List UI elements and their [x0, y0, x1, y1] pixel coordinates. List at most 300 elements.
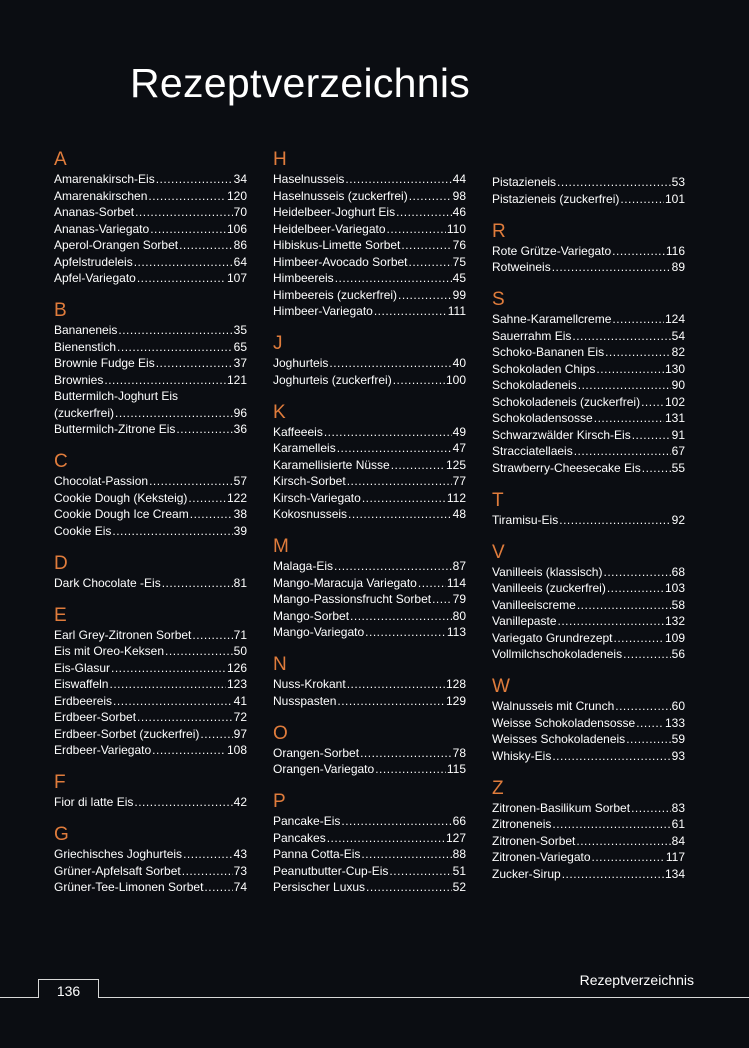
index-column-3 [492, 174, 685, 896]
entry-name: Orangen-Variegato [273, 762, 375, 776]
dot-leader [176, 421, 232, 438]
index-entry [273, 575, 466, 592]
running-footer-title: Rezeptverzeichnis [579, 972, 694, 988]
entry-page-number: 54 [671, 328, 685, 343]
entry-name: Weisse Schokoladensosse [492, 715, 636, 730]
index-section [492, 778, 685, 883]
footer-rule-left [0, 997, 38, 998]
index-section [54, 605, 247, 759]
entry-name: Malaga-Eis [273, 559, 334, 573]
index-section [492, 174, 685, 207]
dot-leader [612, 311, 664, 328]
entry-name: Eis mit Oreo-Keksen [54, 644, 165, 658]
dot-leader [642, 460, 671, 477]
dot-leader [115, 405, 233, 422]
entry-page-number: 113 [446, 625, 466, 639]
entry-name: Karamellisierte Nüsse [273, 457, 390, 472]
index-entry [492, 174, 685, 191]
index-entry [54, 863, 247, 880]
dot-leader [182, 863, 233, 880]
index-entry [54, 523, 247, 540]
entry-page-number: 41 [233, 693, 247, 708]
dot-leader [596, 361, 664, 378]
entry-page-number: 130 [664, 361, 685, 376]
entry-page-number: 98 [452, 188, 466, 203]
index-entry [492, 394, 685, 411]
entry-page-number: 58 [671, 597, 685, 612]
entry-name: Himbeereis [273, 271, 334, 285]
index-entry [54, 660, 247, 677]
entry-page-number: 97 [233, 726, 247, 741]
dot-leader [361, 846, 451, 863]
entry-page-number: 115 [446, 762, 466, 776]
dot-leader [409, 254, 452, 271]
entry-page-number: 77 [452, 474, 466, 488]
entry-page-number: 133 [664, 715, 685, 730]
entry-page-number: 90 [671, 378, 685, 392]
entry-name: Rote Grütze-Variegato [492, 243, 612, 258]
dot-leader [631, 800, 671, 817]
dot-leader [396, 204, 452, 221]
dot-leader [109, 676, 225, 693]
index-entry [54, 204, 247, 221]
entry-page-number: 65 [233, 339, 247, 354]
index-entry [492, 715, 685, 732]
index-entry [273, 624, 466, 641]
dot-leader [134, 254, 233, 271]
entry-page-number: 48 [452, 507, 466, 521]
entry-name: Sauerrahm Eis [492, 328, 572, 343]
entry-name: Dark Chocolate -Eis [54, 575, 161, 590]
entry-page-number: 87 [452, 559, 466, 573]
dot-leader [165, 643, 233, 660]
entry-name: Mango-Passionsfrucht Sorbet [273, 592, 432, 606]
entry-page-number: 71 [233, 627, 247, 642]
dot-leader [578, 377, 671, 394]
dot-leader [574, 443, 671, 460]
dot-leader [135, 204, 233, 221]
entry-page-number: 74 [233, 880, 247, 894]
index-section [54, 300, 247, 438]
index-section [273, 723, 466, 778]
entry-name: Karamelleis [273, 441, 336, 455]
entry-name: Pistazieneis (zuckerfrei) [492, 191, 620, 206]
dot-leader [620, 191, 664, 208]
entry-page-number: 111 [447, 304, 466, 318]
index-entry [492, 866, 685, 883]
entry-name: Orangen-Sorbet [273, 745, 360, 760]
page-number: 136 [38, 979, 99, 998]
entry-page-number: 124 [664, 312, 685, 326]
entry-page-number: 107 [226, 271, 247, 285]
index-entry [492, 630, 685, 647]
index-entry [492, 564, 685, 581]
index-entry [54, 490, 247, 507]
dot-leader [552, 748, 670, 765]
entry-page-number: 131 [664, 411, 685, 425]
index-entry [54, 846, 247, 863]
entry-name: Eis-Glasur [54, 660, 111, 675]
dot-leader [335, 270, 452, 287]
entry-name: Erdbeer-Sorbet (zuckerfrei) [54, 726, 200, 741]
index-entry [54, 421, 247, 438]
entry-page-number: 66 [452, 814, 466, 828]
entry-name: Pancake-Eis [273, 814, 341, 828]
entry-page-number: 81 [233, 575, 247, 590]
entry-page-number: 126 [226, 660, 247, 675]
entry-page-number: 75 [452, 254, 466, 269]
entry-page-number: 70 [233, 205, 247, 219]
entry-page-number: 121 [226, 372, 247, 387]
index-entry [273, 237, 466, 254]
entry-name: Stracciatellaeis [492, 444, 573, 458]
entry-page-number: 88 [452, 847, 466, 861]
entry-page-number: 122 [226, 490, 247, 505]
entry-name: Cookie Dough Ice Cream [54, 507, 189, 521]
index-entry [273, 558, 466, 575]
entry-name: Himbeer-Avocado Sorbet [273, 254, 408, 269]
entry-page-number: 43 [233, 847, 247, 861]
index-entry [273, 287, 466, 304]
entry-page-number: 52 [452, 880, 466, 894]
index-entry [54, 322, 247, 339]
entry-page-number: 84 [671, 833, 685, 848]
entry-page-number: 42 [233, 795, 247, 809]
entry-name: Zitronen-Variegato [492, 850, 591, 864]
section-letter: O [273, 722, 288, 744]
entry-name: Cookie Eis [54, 523, 112, 538]
dot-leader [607, 580, 664, 597]
entry-page-number: 100 [445, 372, 466, 387]
entry-page-number: 91 [671, 427, 685, 442]
entry-name: Eiswaffeln [54, 677, 109, 691]
index-section [492, 221, 685, 276]
index-section [273, 536, 466, 641]
dot-leader [104, 372, 226, 389]
section-letter: Z [492, 777, 504, 799]
index-entry [54, 726, 247, 743]
dot-leader [183, 846, 233, 863]
entry-name: Joghurteis (zuckerfrei) [273, 372, 392, 387]
entry-name: Bienenstich [54, 339, 117, 354]
entry-name: Earl Grey-Zitronen Sorbet [54, 627, 192, 642]
entry-name: Fior di latte Eis [54, 795, 134, 809]
index-entry [492, 597, 685, 614]
dot-leader [572, 328, 670, 345]
entry-page-number: 96 [233, 405, 247, 420]
index-entry [54, 188, 247, 205]
dot-leader [562, 866, 664, 883]
entry-name: Mango-Sorbet [273, 608, 350, 623]
index-entry [54, 794, 247, 811]
index-entry [273, 879, 466, 896]
dot-leader [111, 660, 226, 677]
index-section [54, 451, 247, 539]
dot-leader [576, 833, 670, 850]
dot-leader [179, 237, 233, 254]
dot-leader [200, 726, 232, 743]
index-entry [492, 800, 685, 817]
footer-rule-right [98, 997, 749, 998]
entry-page-number: 40 [452, 356, 466, 370]
index-entry [273, 303, 466, 320]
index-entry [492, 512, 685, 529]
index-entry [492, 443, 685, 460]
dot-leader [632, 427, 671, 444]
dot-leader [150, 221, 226, 238]
section-letter: P [273, 791, 286, 812]
entry-page-number: 51 [452, 863, 466, 878]
dot-leader [626, 731, 670, 748]
index-entry [492, 377, 685, 394]
index-entry [54, 473, 247, 490]
dot-leader [148, 188, 226, 205]
index-entry [273, 830, 466, 847]
entry-page-number: 55 [671, 460, 685, 475]
entry-name: Cookie Dough (Keksteig) [54, 490, 188, 505]
dot-leader [118, 322, 232, 339]
dot-leader [577, 597, 671, 614]
index-entry [492, 259, 685, 276]
index-entry [273, 424, 466, 441]
entry-name: Schokoladeneis (zuckerfrei) [492, 394, 641, 409]
index-entry [273, 372, 466, 389]
dot-leader [605, 344, 671, 361]
dot-leader [324, 424, 452, 441]
index-entry [54, 372, 247, 389]
entry-page-number: 78 [452, 745, 466, 760]
dot-leader [341, 813, 451, 830]
entry-page-number: 39 [233, 523, 247, 538]
entry-page-number: 34 [233, 172, 247, 186]
entry-name: Kokosnusseis [273, 507, 348, 521]
dot-leader [134, 794, 232, 811]
page-title: Rezeptverzeichnis [130, 60, 471, 106]
entry-page-number: 82 [671, 345, 685, 359]
entry-name: Erdbeer-Sorbet [54, 710, 137, 724]
entry-name: Schokoladen Chips [492, 361, 596, 376]
index-section [54, 553, 247, 592]
section-letter: R [492, 220, 506, 242]
section-letter: A [54, 149, 67, 170]
dot-leader [350, 608, 452, 625]
entry-name: Schokoladensosse [492, 411, 593, 425]
index-entry [273, 676, 466, 693]
index-entry [54, 879, 247, 896]
entry-name: Amarenakirsch-Eis [54, 172, 155, 186]
index-entry [273, 221, 466, 238]
entry-name: Zitronen-Basilikum Sorbet [492, 800, 631, 815]
entry-page-number: 35 [233, 323, 247, 337]
entry-name: Mango-Maracuja Variegato [273, 575, 417, 590]
dot-leader [603, 564, 670, 581]
index-entry [492, 816, 685, 833]
section-letter: S [492, 289, 505, 310]
entry-name: Pistazieneis [492, 175, 557, 189]
entry-page-number: 46 [452, 205, 466, 219]
entry-name: Schokoladeneis [492, 378, 577, 392]
index-entry [54, 643, 247, 660]
dot-leader [362, 490, 446, 507]
entry-page-number: 128 [445, 677, 466, 691]
entry-page-number: 120 [226, 188, 247, 203]
entry-name: Chocolat-Passion [54, 474, 149, 488]
index-entry [54, 388, 247, 421]
entry-name: Brownie Fudge Eis [54, 356, 155, 370]
index-entry [273, 745, 466, 762]
index-entry [492, 243, 685, 260]
entry-name: Apfelstrudeleis [54, 254, 133, 269]
index-entry [54, 254, 247, 271]
entry-page-number: 59 [671, 732, 685, 746]
index-entry [492, 731, 685, 748]
entry-page-number: 53 [671, 175, 685, 189]
dot-leader [156, 171, 233, 188]
index-entry [492, 849, 685, 866]
entry-name: Buttermilch-Joghurt Eis [54, 389, 179, 403]
index-section [54, 824, 247, 896]
entry-name: Schoko-Bananen Eis [492, 345, 605, 359]
dot-leader [552, 816, 670, 833]
entry-page-number: 64 [233, 254, 247, 269]
entry-page-number: 86 [233, 238, 247, 252]
entry-page-number: 56 [671, 647, 685, 661]
index-column-1 [54, 149, 247, 909]
index-entry [54, 506, 247, 523]
entry-name: Ananas-Variegato [54, 221, 150, 236]
index-entry [492, 833, 685, 850]
entry-name: Ananas-Sorbet [54, 205, 135, 219]
index-entry [273, 270, 466, 287]
index-entry [273, 254, 466, 271]
dot-leader [401, 237, 451, 254]
entry-page-number: 127 [445, 830, 466, 845]
entry-page-number: 134 [664, 866, 685, 881]
section-letter: T [492, 489, 504, 511]
entry-page-number: 57 [233, 474, 247, 488]
dot-leader [190, 506, 233, 523]
section-letter: H [273, 149, 287, 170]
index-entry [492, 698, 685, 715]
entry-name: Persischer Luxus [273, 880, 366, 894]
dot-leader [374, 303, 447, 320]
entry-name: Peanutbutter-Cup-Eis [273, 863, 389, 878]
dot-leader [329, 355, 451, 372]
index-entry [54, 237, 247, 254]
entry-name: Griechisches Joghurteis [54, 847, 183, 861]
entry-page-number: 37 [233, 356, 247, 370]
section-letter: C [54, 451, 68, 472]
dot-leader [559, 512, 670, 529]
index-entry [273, 591, 466, 608]
entry-name: Hibiskus-Limette Sorbet [273, 238, 401, 252]
entry-name: Vanilleeiscreme [492, 597, 576, 612]
entry-name: Vollmilchschokoladeneis [492, 647, 623, 661]
entry-page-number: 102 [664, 394, 685, 409]
entry-name: Nuss-Krokant [273, 677, 346, 691]
dot-leader [137, 270, 226, 287]
entry-page-number: 110 [446, 221, 466, 236]
index-entry [54, 693, 247, 710]
entry-name: Weisses Schokoladeneis [492, 732, 626, 746]
index-section [492, 289, 685, 476]
entry-page-number: 50 [233, 644, 247, 658]
section-letter: F [54, 772, 66, 793]
entry-name: Rotweineis [492, 260, 551, 274]
dot-leader [409, 188, 452, 205]
entry-page-number: 89 [671, 260, 685, 274]
index-section [492, 542, 685, 663]
entry-page-number: 45 [452, 271, 466, 285]
index-entry [492, 427, 685, 444]
entry-page-number: 116 [665, 243, 685, 258]
dot-leader [348, 506, 452, 523]
entry-name: Erdbeereis [54, 693, 113, 708]
dot-leader [345, 171, 451, 188]
entry-name: Erdbeer-Variegato [54, 743, 152, 757]
dot-leader [192, 627, 232, 644]
dot-leader [389, 863, 451, 880]
dot-leader [337, 440, 452, 457]
entry-name: Walnusseis mit Crunch [492, 699, 615, 713]
index-entry [492, 328, 685, 345]
entry-page-number: 114 [446, 575, 466, 590]
dot-leader [614, 630, 664, 647]
index-section [54, 772, 247, 811]
entry-page-number: 112 [446, 490, 466, 505]
entry-name: Apfel-Variegato [54, 271, 136, 285]
section-letter: K [273, 401, 286, 423]
index-section [273, 149, 466, 320]
index-entry [54, 676, 247, 693]
dot-leader [156, 355, 233, 372]
entry-name: Bananeneis [54, 323, 118, 337]
dot-leader [636, 715, 664, 732]
dot-leader [327, 830, 445, 847]
section-letter: N [273, 654, 287, 675]
index-entry [54, 171, 247, 188]
entry-page-number: 80 [452, 608, 466, 623]
entry-page-number: 49 [452, 424, 466, 439]
entry-name: Strawberry-Cheesecake Eis [492, 460, 641, 475]
dot-leader [137, 709, 233, 726]
index-entry [492, 646, 685, 663]
index-entry [492, 311, 685, 328]
index-entry [273, 473, 466, 490]
entry-page-number: 67 [671, 444, 685, 458]
section-letter: V [492, 541, 505, 563]
dot-leader [387, 221, 446, 238]
entry-page-number: 72 [233, 710, 247, 724]
entry-name: Vanilleeis (zuckerfrei) [492, 581, 606, 595]
entry-page-number: 68 [671, 564, 685, 579]
dot-leader [204, 879, 232, 896]
entry-page-number: 36 [233, 422, 247, 436]
dot-leader [623, 646, 671, 663]
entry-page-number: 83 [671, 800, 685, 815]
dot-leader [612, 243, 665, 260]
entry-name: Aperol-Orangen Sorbet [54, 238, 179, 252]
index-entry [273, 693, 466, 710]
dot-leader [366, 879, 452, 896]
entry-page-number: 38 [233, 507, 247, 521]
index-entry [273, 457, 466, 474]
entry-name: Buttermilch-Zitrone Eis [54, 422, 176, 436]
entry-name: Zitroneneis [492, 817, 552, 831]
entry-page-number: 76 [452, 238, 466, 252]
dot-leader [152, 742, 226, 759]
entry-page-number: 106 [226, 221, 247, 236]
